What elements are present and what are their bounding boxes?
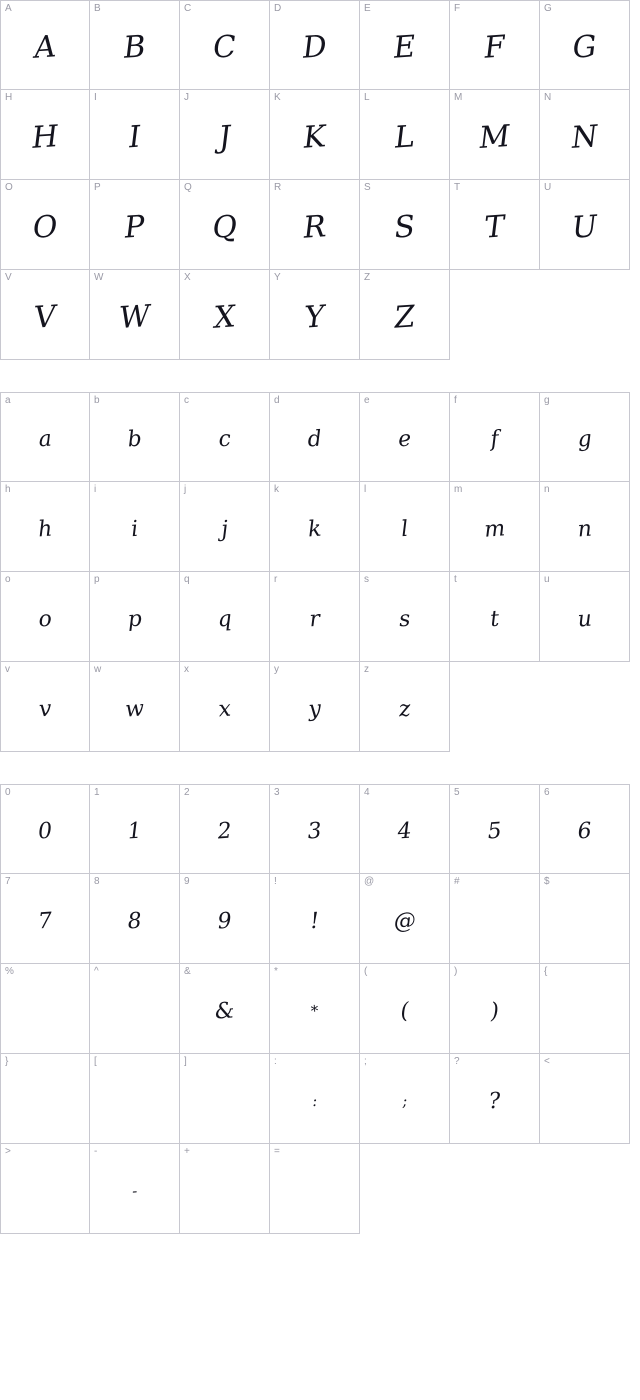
glyph-code-label: N bbox=[544, 92, 552, 103]
glyph-code-label: H bbox=[5, 92, 13, 103]
glyph-render: W bbox=[118, 298, 152, 336]
glyph-cell[interactable] bbox=[0, 1054, 90, 1144]
glyph-code-label: G bbox=[544, 3, 552, 14]
glyph-block-uppercase bbox=[0, 0, 630, 360]
glyph-render: @ bbox=[392, 907, 417, 935]
glyph-cell[interactable] bbox=[450, 180, 540, 270]
glyph-code-label: > bbox=[5, 1146, 11, 1157]
glyph-render: m bbox=[483, 515, 506, 543]
glyph-code-label: O bbox=[5, 182, 13, 193]
glyph-cell[interactable] bbox=[270, 482, 360, 572]
glyph-code-label: D bbox=[274, 3, 282, 14]
glyph-code-label: g bbox=[544, 395, 550, 406]
glyph-code-label: P bbox=[94, 182, 101, 193]
glyph-render: : bbox=[311, 1091, 318, 1111]
glyph-cell[interactable] bbox=[90, 0, 180, 90]
glyph-cell[interactable] bbox=[450, 784, 540, 874]
glyph-code-label: p bbox=[94, 574, 100, 585]
glyph-render bbox=[0, 1144, 90, 1234]
glyph-code-label: d bbox=[274, 395, 280, 406]
glyph-cell[interactable] bbox=[0, 964, 90, 1054]
glyph-render: - bbox=[131, 1181, 138, 1201]
glyph-code-label: J bbox=[184, 92, 189, 103]
glyph-render: 9 bbox=[216, 908, 233, 934]
glyph-code-label: E bbox=[364, 3, 371, 14]
glyph-cell[interactable] bbox=[180, 1144, 270, 1234]
glyph-block-lowercase bbox=[0, 392, 630, 752]
glyph-cell[interactable] bbox=[180, 0, 270, 90]
glyph-render bbox=[0, 1054, 90, 1144]
glyph-cell[interactable] bbox=[270, 964, 360, 1054]
glyph-cell[interactable] bbox=[540, 1054, 630, 1144]
glyph-code-label: 4 bbox=[364, 787, 370, 798]
glyph-render: r bbox=[308, 606, 321, 632]
glyph-code-label: 7 bbox=[5, 876, 11, 887]
glyph-code-label: < bbox=[544, 1056, 550, 1067]
glyph-code-label: w bbox=[94, 664, 102, 675]
glyph-code-label: n bbox=[544, 484, 550, 495]
glyph-code-label: & bbox=[184, 966, 191, 977]
glyph-render: H bbox=[30, 118, 60, 156]
glyph-cell[interactable] bbox=[450, 0, 540, 90]
glyph-code-label: b bbox=[94, 395, 100, 406]
glyph-render bbox=[540, 964, 630, 1054]
glyph-cell[interactable] bbox=[90, 1144, 180, 1234]
glyph-render: 0 bbox=[37, 818, 54, 845]
glyph-cell[interactable] bbox=[270, 874, 360, 964]
glyph-code-label: ( bbox=[364, 966, 368, 977]
glyph-cell[interactable] bbox=[540, 964, 630, 1054]
glyph-render: X bbox=[212, 298, 237, 336]
glyph-code-label: [ bbox=[94, 1056, 97, 1067]
glyph-cell[interactable] bbox=[180, 180, 270, 270]
glyph-code-label: 9 bbox=[184, 876, 190, 887]
glyph-render bbox=[0, 964, 90, 1054]
glyph-render: w bbox=[124, 695, 145, 723]
glyph-code-label: W bbox=[94, 272, 104, 283]
block-separator bbox=[0, 752, 630, 784]
glyph-render bbox=[90, 1054, 180, 1144]
glyph-cell[interactable] bbox=[450, 392, 540, 482]
glyph-code-label: M bbox=[454, 92, 463, 103]
glyph-render: d bbox=[306, 426, 323, 453]
glyph-cell[interactable] bbox=[90, 964, 180, 1054]
glyph-code-label: Q bbox=[184, 182, 192, 193]
glyph-code-label: $ bbox=[544, 876, 550, 887]
glyph-code-label: x bbox=[184, 664, 189, 675]
glyph-code-label: q bbox=[184, 574, 190, 585]
glyph-cell[interactable] bbox=[90, 482, 180, 572]
glyph-code-label: : bbox=[274, 1056, 277, 1067]
glyph-cell[interactable] bbox=[0, 270, 90, 360]
glyph-cell[interactable] bbox=[540, 0, 630, 90]
glyph-cell[interactable] bbox=[270, 1054, 360, 1144]
glyph-code-label: y bbox=[274, 664, 279, 675]
glyph-code-label: F bbox=[454, 3, 461, 14]
glyph-code-label: C bbox=[184, 3, 192, 14]
glyph-render: o bbox=[37, 606, 53, 632]
glyph-code-label: 0 bbox=[5, 787, 11, 798]
glyph-cell[interactable] bbox=[360, 482, 450, 572]
glyph-render: I bbox=[127, 119, 142, 155]
glyph-cell[interactable] bbox=[0, 482, 90, 572]
glyph-render: S bbox=[393, 208, 417, 246]
glyph-render: 5 bbox=[486, 818, 503, 845]
glyph-code-label: ] bbox=[184, 1056, 187, 1067]
glyph-render: j bbox=[220, 516, 229, 542]
glyph-code-label: K bbox=[274, 92, 281, 103]
glyph-cell[interactable] bbox=[90, 90, 180, 180]
glyph-cell[interactable] bbox=[270, 1144, 360, 1234]
glyph-cell[interactable] bbox=[450, 1054, 540, 1144]
glyph-render: * bbox=[310, 1001, 320, 1021]
glyph-render: 1 bbox=[126, 818, 143, 845]
glyph-cell[interactable] bbox=[90, 270, 180, 360]
glyph-cell[interactable] bbox=[360, 662, 450, 752]
glyph-render: Z bbox=[393, 298, 417, 336]
glyph-code-label: T bbox=[454, 182, 461, 193]
glyph-code-label: 5 bbox=[454, 787, 460, 798]
glyph-cell[interactable] bbox=[180, 964, 270, 1054]
glyph-cell[interactable] bbox=[360, 874, 450, 964]
glyph-render: K bbox=[302, 118, 328, 156]
glyph-render: 4 bbox=[396, 818, 413, 845]
glyph-code-label: R bbox=[274, 182, 282, 193]
glyph-render: 8 bbox=[126, 908, 143, 934]
glyph-cell[interactable] bbox=[0, 392, 90, 482]
glyph-render: x bbox=[217, 696, 232, 722]
glyph-render: A bbox=[33, 29, 58, 66]
glyph-code-label: r bbox=[274, 574, 278, 585]
glyph-code-label: # bbox=[454, 876, 460, 887]
glyph-render: n bbox=[576, 516, 593, 542]
glyph-code-label: h bbox=[5, 484, 11, 495]
glyph-code-label: V bbox=[5, 272, 12, 283]
glyph-cell[interactable] bbox=[90, 1054, 180, 1144]
glyph-render: Y bbox=[303, 298, 326, 336]
glyph-render bbox=[90, 964, 180, 1054]
glyph-render: p bbox=[126, 606, 143, 632]
glyph-cell[interactable] bbox=[90, 784, 180, 874]
glyph-cell[interactable] bbox=[0, 180, 90, 270]
glyph-render: Q bbox=[211, 208, 239, 246]
glyph-cell[interactable] bbox=[180, 572, 270, 662]
glyph-code-label: 3 bbox=[274, 787, 280, 798]
glyph-code-label: v bbox=[5, 664, 10, 675]
glyph-code-label: i bbox=[94, 484, 97, 495]
glyph-cell[interactable] bbox=[180, 392, 270, 482]
glyph-cell[interactable] bbox=[360, 784, 450, 874]
glyph-render: e bbox=[397, 426, 413, 453]
glyph-cell[interactable] bbox=[90, 180, 180, 270]
glyph-cell[interactable] bbox=[180, 874, 270, 964]
glyph-render: R bbox=[302, 208, 328, 246]
glyph-cell[interactable] bbox=[0, 0, 90, 90]
glyph-code-label: o bbox=[5, 574, 11, 585]
glyph-render bbox=[540, 1054, 630, 1144]
glyph-cell[interactable] bbox=[540, 874, 630, 964]
glyph-cell[interactable] bbox=[180, 784, 270, 874]
glyph-block-symbols bbox=[0, 784, 630, 1234]
glyph-render: ; bbox=[401, 1091, 408, 1111]
glyph-cell[interactable] bbox=[450, 964, 540, 1054]
glyph-cell[interactable] bbox=[360, 270, 450, 360]
glyph-code-label: ^ bbox=[94, 966, 99, 977]
glyph-render: c bbox=[217, 426, 232, 453]
glyph-code-label: S bbox=[364, 182, 371, 193]
glyph-render: ( bbox=[399, 998, 410, 1024]
glyph-code-label: I bbox=[94, 92, 97, 103]
glyph-code-label: 1 bbox=[94, 787, 100, 798]
glyph-code-label: * bbox=[274, 966, 278, 977]
glyph-code-label: Y bbox=[274, 272, 281, 283]
glyph-cell[interactable] bbox=[270, 662, 360, 752]
glyph-cell[interactable] bbox=[180, 270, 270, 360]
glyph-cell[interactable] bbox=[270, 392, 360, 482]
glyph-cell[interactable] bbox=[90, 662, 180, 752]
glyph-render: l bbox=[400, 516, 410, 542]
glyph-cell[interactable] bbox=[180, 482, 270, 572]
glyph-code-label: A bbox=[5, 3, 12, 14]
glyph-render: P bbox=[123, 208, 146, 246]
glyph-render: 6 bbox=[576, 818, 593, 845]
glyph-render: h bbox=[37, 516, 54, 542]
glyph-code-label: j bbox=[184, 484, 187, 495]
glyph-code-label: } bbox=[5, 1056, 9, 1067]
block-separator bbox=[0, 360, 630, 392]
glyph-render: t bbox=[489, 606, 500, 632]
glyph-code-label: X bbox=[184, 272, 191, 283]
glyph-code-label: 6 bbox=[544, 787, 550, 798]
glyph-cell[interactable] bbox=[360, 964, 450, 1054]
glyph-render: s bbox=[398, 606, 412, 632]
glyph-cell[interactable] bbox=[540, 90, 630, 180]
glyph-code-label: 2 bbox=[184, 787, 190, 798]
glyph-render: q bbox=[216, 606, 233, 632]
glyph-render bbox=[450, 874, 540, 964]
glyph-render: D bbox=[301, 29, 328, 66]
glyph-code-label: { bbox=[544, 966, 548, 977]
glyph-cell[interactable] bbox=[450, 874, 540, 964]
glyph-render: k bbox=[307, 516, 323, 542]
glyph-render: 2 bbox=[216, 818, 233, 845]
glyph-render: u bbox=[576, 606, 593, 632]
glyph-code-label: c bbox=[184, 395, 189, 406]
glyph-code-label: ) bbox=[454, 966, 458, 977]
glyph-cell[interactable] bbox=[360, 572, 450, 662]
glyph-code-label: B bbox=[94, 3, 101, 14]
glyph-cell[interactable] bbox=[540, 180, 630, 270]
glyph-render: M bbox=[478, 118, 512, 156]
glyph-cell[interactable] bbox=[0, 90, 90, 180]
glyph-render: ) bbox=[489, 998, 500, 1024]
glyph-code-label: - bbox=[94, 1146, 98, 1157]
glyph-cell[interactable] bbox=[540, 482, 630, 572]
glyph-cell[interactable] bbox=[180, 90, 270, 180]
glyph-render: a bbox=[37, 426, 53, 453]
glyph-code-label: ! bbox=[274, 876, 277, 887]
glyph-cell[interactable] bbox=[0, 1144, 90, 1234]
glyph-render bbox=[180, 1144, 270, 1234]
glyph-render: C bbox=[211, 29, 238, 66]
glyph-render bbox=[180, 1054, 270, 1144]
glyph-cell[interactable] bbox=[90, 392, 180, 482]
glyph-code-label: U bbox=[544, 182, 552, 193]
glyph-render: i bbox=[130, 516, 140, 542]
glyph-code-label: s bbox=[364, 574, 369, 585]
glyph-code-label: @ bbox=[364, 876, 375, 887]
glyph-render: O bbox=[31, 208, 59, 246]
glyph-code-label: Z bbox=[364, 272, 371, 283]
glyph-cell[interactable] bbox=[360, 1054, 450, 1144]
glyph-cell[interactable] bbox=[90, 572, 180, 662]
glyph-render: F bbox=[483, 29, 507, 66]
glyph-render: ? bbox=[487, 1088, 502, 1114]
glyph-code-label: t bbox=[454, 574, 457, 585]
glyph-render: y bbox=[307, 696, 322, 722]
glyph-code-label: ? bbox=[454, 1056, 460, 1067]
glyph-cell[interactable] bbox=[360, 0, 450, 90]
glyph-render: B bbox=[122, 29, 147, 66]
glyph-code-label: z bbox=[364, 664, 369, 675]
glyph-cell[interactable] bbox=[450, 482, 540, 572]
glyph-render bbox=[270, 1144, 360, 1234]
glyph-cell[interactable] bbox=[180, 1054, 270, 1144]
glyph-render: N bbox=[570, 118, 599, 156]
glyph-code-label: u bbox=[544, 574, 550, 585]
glyph-render: E bbox=[392, 29, 417, 66]
glyph-code-label: m bbox=[454, 484, 463, 495]
glyph-render: T bbox=[483, 208, 506, 246]
glyph-code-label: + bbox=[184, 1146, 190, 1157]
glyph-code-label: = bbox=[274, 1146, 280, 1157]
glyph-cell[interactable] bbox=[180, 662, 270, 752]
glyph-cell[interactable] bbox=[270, 572, 360, 662]
glyph-render: U bbox=[570, 208, 599, 246]
glyph-cell[interactable] bbox=[270, 270, 360, 360]
glyph-code-label: f bbox=[454, 395, 457, 406]
glyph-cell[interactable] bbox=[360, 392, 450, 482]
glyph-cell[interactable] bbox=[450, 90, 540, 180]
glyph-render: 7 bbox=[37, 908, 54, 934]
glyph-code-label: l bbox=[364, 484, 367, 495]
glyph-render: v bbox=[38, 696, 53, 722]
glyph-render: & bbox=[214, 997, 236, 1025]
glyph-cell[interactable] bbox=[540, 572, 630, 662]
glyph-cell[interactable] bbox=[270, 0, 360, 90]
glyph-render: J bbox=[217, 119, 232, 155]
glyph-cell[interactable] bbox=[270, 90, 360, 180]
glyph-cell[interactable] bbox=[0, 874, 90, 964]
glyph-render: ! bbox=[309, 908, 320, 934]
glyph-render: g bbox=[576, 426, 593, 453]
glyph-code-label: e bbox=[364, 395, 370, 406]
glyph-cell[interactable] bbox=[90, 874, 180, 964]
glyph-render: 3 bbox=[306, 818, 323, 845]
glyph-cell[interactable] bbox=[540, 392, 630, 482]
glyph-cell[interactable] bbox=[0, 662, 90, 752]
glyph-code-label: % bbox=[5, 966, 14, 977]
glyph-cell[interactable] bbox=[450, 572, 540, 662]
glyph-code-label: a bbox=[5, 395, 11, 406]
glyph-render: b bbox=[126, 426, 143, 453]
glyph-render bbox=[540, 874, 630, 964]
glyph-render: z bbox=[398, 696, 412, 722]
glyph-render: L bbox=[393, 118, 416, 156]
glyph-code-label: ; bbox=[364, 1056, 367, 1067]
glyph-cell[interactable] bbox=[0, 572, 90, 662]
glyph-cell[interactable] bbox=[360, 180, 450, 270]
glyph-code-label: L bbox=[364, 92, 370, 103]
glyph-cell[interactable] bbox=[540, 784, 630, 874]
glyph-cell[interactable] bbox=[270, 180, 360, 270]
glyph-cell[interactable] bbox=[0, 784, 90, 874]
glyph-code-label: 8 bbox=[94, 876, 100, 887]
glyph-render: f bbox=[489, 426, 500, 453]
glyph-code-label: k bbox=[274, 484, 279, 495]
glyph-cell[interactable] bbox=[270, 784, 360, 874]
glyph-render: G bbox=[571, 29, 598, 66]
glyph-cell[interactable] bbox=[360, 90, 450, 180]
glyph-render: V bbox=[33, 298, 58, 336]
